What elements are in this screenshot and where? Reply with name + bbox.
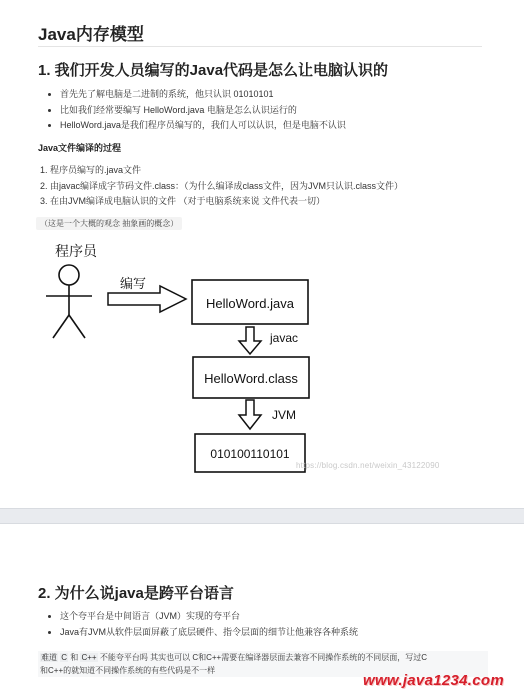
stick-figure-icon	[46, 265, 92, 338]
site-watermark: www.java1234.com	[363, 672, 504, 689]
actor-label: 程序员	[55, 243, 97, 259]
list-item: • 这个夸平台是中间语言（JVM）实现的夸平台	[60, 609, 358, 625]
title-divider	[38, 46, 482, 47]
code-token: 其实也可以	[150, 653, 191, 662]
list-item: 3. 在由JVM编译成电脑认识的文件 （对于电脑系统来说 文件代表一切）	[50, 194, 403, 210]
section-1-title: 1. 我们开发人员编写的Java代码是怎么让电脑认识的	[38, 62, 389, 79]
compile-process-subheading: Java文件编译的过程	[38, 143, 122, 153]
section-2-title: 2. 为什么说java是跨平台语言	[38, 585, 234, 602]
code-token: 不能夸平台吗	[99, 653, 148, 662]
javac-label: javac	[270, 331, 299, 345]
list-item: • 首先先了解电脑是二进制的系统，他只认识 01010101	[60, 87, 346, 103]
compile-flow-diagram	[0, 230, 524, 480]
jvm-label: JVM	[272, 408, 296, 422]
page-title: Java内存模型	[38, 25, 144, 44]
blog-watermark: https://blog.csdn.net/weixin_43122090	[296, 461, 440, 470]
code-note-line-2: 和C++的就知道不同操作系统的有些代码是不一样	[40, 666, 216, 675]
list-item: • Java有JVM从软件层面屏蔽了底层硬件、指令层面的细节让他兼容各种系统	[60, 625, 358, 641]
list-item: • 比如我们经常要编写 HelloWord.java 电脑是怎么认识运行的	[60, 103, 346, 119]
javac-arrow-icon	[239, 327, 261, 354]
code-token: 和	[70, 653, 79, 662]
section-1-bullet-list	[46, 87, 346, 134]
list-item: 2. 由javac编译成字节码文件.class：（为什么编译成class文件，因为JVM只认识.class文件）	[50, 179, 403, 195]
document-page-2	[0, 524, 524, 698]
jvm-arrow-icon	[239, 400, 261, 429]
write-label: 编写	[120, 276, 147, 291]
code-token: 难道	[41, 653, 57, 662]
list-item: 1. 程序员编写的.java文件	[50, 163, 403, 179]
class-file-label: HelloWord.class	[204, 371, 298, 386]
section-2-bullet-list	[46, 609, 358, 640]
code-token: C++	[81, 653, 97, 662]
list-item: • HelloWord.java是我们程序员编写的，我们人可以认识，但是电脑不认识	[60, 118, 346, 134]
page-separator	[0, 508, 524, 524]
source-file-label: HelloWord.java	[206, 296, 294, 311]
binary-file-label: 010100110101	[210, 447, 290, 461]
code-token: C和C++需要在编译器层面去兼容不同操作系统的不同层面，写过C	[192, 653, 427, 662]
abstract-concept-note: （这是一个大概的观念 抽象画的概念）	[36, 217, 182, 230]
code-token: C	[61, 653, 68, 662]
compile-steps-list	[38, 163, 403, 210]
